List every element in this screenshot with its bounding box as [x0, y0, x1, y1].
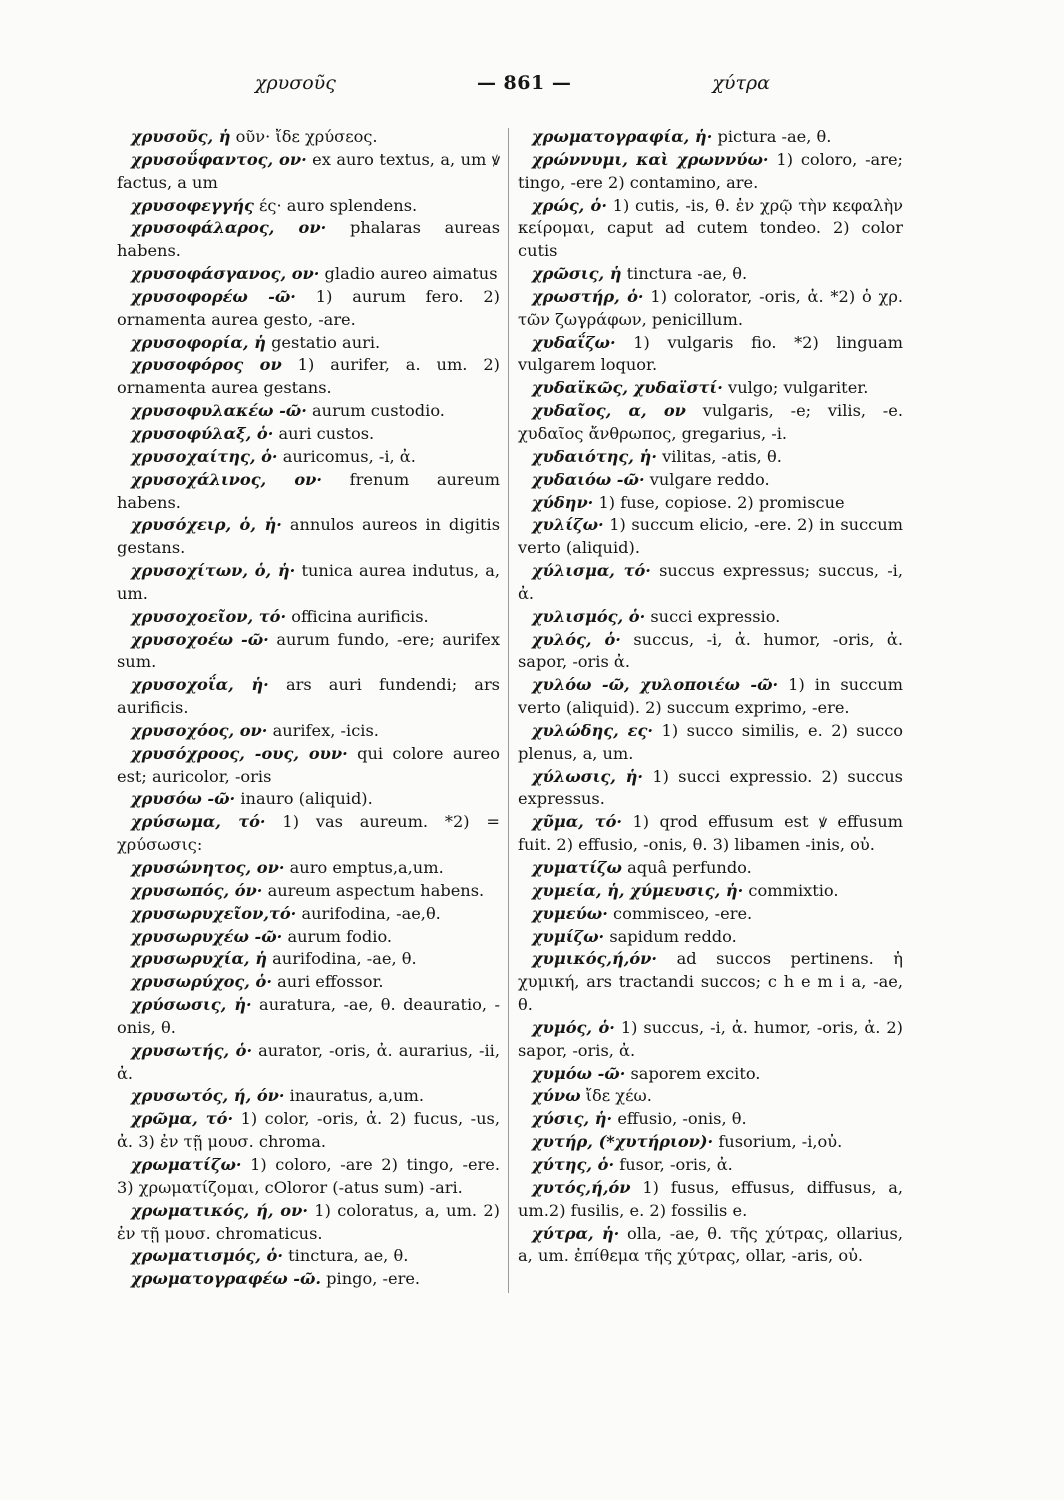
entry-definition: 1) in succum verto (aliquid). 2) succum exprimo, -ere.	[518, 675, 903, 718]
entry-lemma: χυμόω -ῶ·	[532, 1063, 626, 1083]
entry-definition: sapidum reddo.	[604, 926, 737, 946]
entry-definition: auri custos.	[273, 423, 375, 443]
entry-definition: pingo, -ere.	[321, 1269, 421, 1289]
dictionary-entry	[117, 217, 500, 263]
entry-lemma: χρυσοχαίτης, ὁ·	[131, 446, 278, 466]
entry-lemma: χρύσωσις, ἡ·	[131, 995, 252, 1015]
entry-lemma: χρωστήρ, ὁ·	[532, 286, 644, 306]
dictionary-entry	[117, 1245, 500, 1268]
dictionary-entry	[518, 377, 903, 400]
dictionary-entry	[117, 286, 500, 332]
entry-definition: tunica aurea indutus, a, um.	[117, 561, 500, 603]
entry-lemma: χρυσοφορία, ἡ	[131, 332, 266, 352]
dictionary-entry	[518, 126, 903, 149]
entry-definition: tinctura, ae, θ.	[283, 1246, 409, 1266]
entry-lemma: χρυσοῦς, ἡ	[131, 127, 231, 146]
entry-definition: ad succos pertinens. ἡ χυμική, ars tractandi succos; c h e m i a, -ae, θ.	[518, 949, 903, 1015]
entry-definition: ex auro textus, a, um ꝟ factus, a um	[117, 149, 500, 192]
entry-lemma: χρυσωρυχία, ἡ	[131, 949, 267, 969]
dictionary-entry	[117, 332, 500, 355]
dictionary-entry	[518, 857, 903, 880]
dictionary-entry	[117, 788, 500, 811]
entry-definition: auro emptus,a,um.	[284, 858, 444, 877]
dictionary-entry	[117, 263, 500, 286]
entry-definition: 1) colorator, -oris, ἀ. *2) ὁ χρ. τῶν ζωγράφων, penicillum.	[518, 286, 904, 329]
entry-definition: 1) vulgaris fio. *2) linguam vulgarem loquor.	[518, 332, 903, 375]
entry-lemma: χυτός,ή,όν	[532, 1177, 631, 1197]
entry-lemma: χρυσοΰφαντος, ον·	[131, 149, 307, 169]
entry-lemma: χυτήρ, (*χυτήριον)·	[532, 1132, 714, 1152]
dictionary-entry	[518, 1108, 903, 1131]
entry-definition: ars auri fundendi; ars aurificis.	[117, 675, 500, 718]
entry-definition: gladio aureo aimatus	[319, 264, 498, 284]
entry-lemma: χυλισμός, ὁ·	[532, 606, 646, 626]
dictionary-entry	[518, 1131, 903, 1154]
dictionary-entry	[518, 926, 903, 949]
entry-lemma: χρυσοφόρος ον	[131, 355, 282, 375]
entry-definition: 1) coloro, -are 2) tingo, -ere. 3) χρωματίζομαι, cOloror (-atus sum) -ari.	[117, 1154, 500, 1197]
dictionary-entry	[117, 743, 500, 789]
entry-definition: 1) qrod effusum est ꝟ effusum fuit. 2) effusio, -onis, θ. 3) libamen -inis, οὐ.	[518, 812, 904, 855]
entry-lemma: χύτρα, ἡ·	[532, 1223, 620, 1243]
dictionary-entry	[518, 149, 903, 195]
entry-definition: inauratus, a,um.	[284, 1086, 424, 1106]
entry-definition: vulgaris, -e; vilis, -e. χυδαῖος ἄνθρωπος, gregarius, -i.	[518, 401, 903, 443]
entry-lemma: χρυσοχοΐα, ἡ·	[131, 675, 269, 695]
entry-lemma: χύλισμα, τό·	[532, 561, 651, 581]
dictionary-entry	[117, 423, 500, 446]
entry-definition: auri effossor.	[272, 972, 384, 992]
entry-lemma: χύσις, ἡ·	[532, 1109, 613, 1129]
entry-lemma: χρώς, ὁ·	[532, 195, 607, 215]
entry-definition: fusor, -oris, ἀ.	[614, 1154, 733, 1174]
dictionary-entry	[518, 492, 903, 515]
dictionary-entry	[117, 948, 500, 971]
entry-lemma: χυμικός,ή,όν·	[532, 949, 658, 969]
dictionary-entry	[518, 629, 903, 675]
entry-definition: vulgo; vulgariter.	[722, 378, 869, 398]
entry-lemma: χρυσόχροος, -ους, ουν·	[131, 743, 348, 763]
entry-definition: ές· auro splendens.	[253, 195, 418, 215]
dictionary-entry	[117, 126, 500, 149]
entry-definition: fusorium, -i,οὐ.	[713, 1132, 843, 1152]
entry-lemma: χρυσόχειρ, ὁ, ἡ·	[131, 515, 282, 535]
dictionary-entry	[518, 332, 903, 378]
entry-lemma: χυλώδης, ες·	[532, 720, 654, 740]
right-column	[518, 126, 903, 1268]
entry-definition: aurum fundo, -ere; aurifex sum.	[117, 629, 500, 672]
entry-definition: vilitas, -atis, θ.	[656, 446, 782, 466]
dictionary-entry	[117, 720, 500, 743]
dictionary-entry	[518, 1154, 903, 1177]
left-column	[117, 126, 500, 1291]
dictionary-entry	[117, 514, 500, 560]
entry-definition: succi expressio.	[645, 606, 781, 626]
dictionary-entry	[117, 903, 500, 926]
entry-lemma: χρυσωτής, ὁ·	[131, 1040, 253, 1060]
dictionary-entry	[518, 263, 903, 286]
entry-lemma: χυδαιότης, ἡ·	[532, 446, 657, 466]
entry-lemma: χρώννυμι, καὶ χρωννύω·	[532, 149, 769, 169]
entry-lemma: χυλός, ὁ·	[532, 629, 621, 649]
entry-lemma: χύτης, ὁ·	[532, 1154, 615, 1174]
dictionary-entry	[518, 606, 903, 629]
dictionary-entry	[518, 400, 903, 446]
entry-lemma: χρυσοχόος, ον·	[131, 720, 268, 740]
entry-lemma: χρυσοφεγγής	[131, 195, 254, 215]
entry-definition: tinctura -ae, θ.	[621, 264, 748, 284]
dictionary-entry	[117, 1108, 500, 1154]
entry-lemma: χρωματισμός, ὁ·	[131, 1246, 283, 1266]
dictionary-entry	[518, 674, 903, 720]
dictionary-entry	[518, 195, 903, 264]
entry-definition: aurifodina, -ae,θ.	[296, 903, 441, 923]
entry-lemma: χυμεύω·	[532, 903, 608, 923]
dictionary-entry	[518, 560, 903, 606]
entry-definition: pictura -ae, θ.	[712, 127, 832, 146]
entry-definition: qui colore aureo est; auricolor, -oris	[117, 743, 501, 786]
entry-lemma: χύλωσις, ἡ·	[532, 766, 644, 786]
entry-lemma: χυδαϊκῶς, χυδαϊστί·	[532, 378, 723, 398]
entry-lemma: χυδαΐζω·	[532, 332, 616, 352]
dictionary-entry	[117, 629, 500, 675]
entry-lemma: χρῶμα, τό·	[131, 1109, 234, 1129]
entry-definition: succus, -i, ἀ. humor, -oris, ἀ. sapor, -oris ἀ.	[518, 629, 903, 672]
entry-lemma: χρυσοχάλινος, ον·	[131, 469, 322, 489]
entry-lemma: χυμός, ὁ·	[532, 1017, 615, 1037]
running-header	[255, 72, 770, 108]
dictionary-entry	[518, 903, 903, 926]
dictionary-entry	[518, 720, 903, 766]
entry-lemma: χρωματογραφία, ἡ·	[532, 127, 713, 146]
entry-definition: effusio, -onis, θ.	[612, 1109, 747, 1129]
dictionary-entry	[518, 948, 903, 1017]
entry-lemma: χυματίζω	[532, 858, 622, 877]
entry-definition: 1) aurum fero. 2) ornamenta aurea gesto, -are.	[117, 286, 500, 329]
entry-lemma: χρυσοφύλαξ, ὁ·	[131, 423, 274, 443]
entry-definition: gestatio auri.	[265, 332, 381, 352]
entry-lemma: χρυσώνητος, ον·	[131, 858, 285, 877]
dictionary-entry	[518, 286, 903, 332]
dictionary-entry	[518, 514, 903, 560]
dictionary-entry	[117, 469, 500, 515]
entry-definition: 1) succo similis, e. 2) succo plenus, a, um.	[518, 720, 903, 763]
entry-definition: annulos aureos in digitis gestans.	[117, 515, 500, 558]
dictionary-entry	[518, 766, 903, 812]
right-headword: χύτρα	[712, 72, 770, 94]
dictionary-entry	[518, 811, 903, 857]
column-divider	[508, 128, 509, 1293]
entry-definition: aurum custodio.	[306, 401, 445, 421]
dictionary-entry	[518, 1223, 903, 1269]
entry-definition: 1) coloro, -are; tingo, -ere 2) contamino, are.	[518, 149, 903, 192]
entry-definition: phalaras aureas habens.	[117, 218, 501, 261]
dictionary-entry	[518, 1017, 903, 1063]
dictionary-entry	[518, 469, 903, 492]
entry-lemma: χρωματικός, ή, ον·	[131, 1200, 308, 1220]
entry-definition: auratura, -ae, θ. deauratio, -onis, θ.	[117, 995, 500, 1037]
entry-lemma: χρυσωπός, όν·	[131, 880, 263, 900]
entry-definition: 1) coloratus, a, um. 2) ἐν τῇ μουσ. chromaticus.	[117, 1200, 500, 1243]
dictionary-entry	[117, 994, 500, 1040]
dictionary-entry	[518, 1085, 903, 1108]
entry-definition: 1) color, -oris, ἀ. 2) fucus, -us, ἀ. 3) ἐν τῇ μουσ. chroma.	[117, 1109, 500, 1152]
left-headword: χρυσοῦς	[255, 72, 336, 94]
entry-lemma: χρυσοφάσγανος, ον·	[131, 264, 320, 284]
entry-definition: inauro (aliquid).	[235, 789, 373, 809]
entry-definition: 1) fusus, effusus, diffusus, a, um.2) fusilis, e. 2) fossilis e.	[518, 1177, 903, 1220]
entry-lemma: χυδαῖος, α, ον	[532, 401, 686, 421]
entry-definition: officina aurificis.	[286, 606, 429, 626]
entry-lemma: χρυσωρυχεῖον,τό·	[131, 903, 297, 923]
dictionary-entry	[117, 1200, 500, 1246]
entry-lemma: χυμίζω·	[532, 926, 605, 946]
entry-definition: 1) fuse, copiose. 2) promiscue	[593, 492, 845, 512]
entry-definition: aurum fodio.	[282, 926, 393, 946]
dictionary-entry	[117, 1085, 500, 1108]
entry-definition: commisceo, -ere.	[607, 903, 753, 923]
entry-definition: 1) aurifer, a. um. 2) ornamenta aurea gestans.	[117, 355, 501, 398]
entry-lemma: χρυσωτός, ή, όν·	[131, 1086, 285, 1106]
dictionary-entry	[117, 811, 500, 857]
dictionary-entry	[117, 354, 500, 400]
entry-definition: 1) vas aureum. *2) = χρύσωσις:	[117, 812, 500, 855]
dictionary-entry	[117, 195, 500, 218]
entry-lemma: χρυσωρύχος, ὁ·	[131, 972, 272, 992]
entry-lemma: χῦμα, τό·	[532, 812, 623, 832]
entry-definition: auricomus, -i, ἀ.	[277, 446, 416, 466]
entry-definition: 1) succi expressio. 2) succus expressus.	[518, 766, 903, 809]
entry-definition: 1) cutis, -is, θ. ἐν χρῷ τὴν κεφαλὴν κείρομαι, caput ad cutem tondeo. 2) color cutis	[518, 195, 903, 261]
dictionary-entry	[518, 1063, 903, 1086]
dictionary-entry	[117, 674, 500, 720]
entry-definition: aurifex, -icis.	[267, 720, 379, 740]
dictionary-entry	[117, 560, 500, 606]
page-number: — 861 —	[476, 72, 572, 94]
dictionary-entry	[117, 149, 500, 195]
dictionary-entry	[117, 880, 500, 903]
entry-definition: aquâ perfundo.	[621, 858, 752, 877]
entry-lemma: χρυσόω -ῶ·	[131, 789, 236, 809]
entry-definition: aurifodina, -ae, θ.	[266, 949, 417, 969]
entry-definition: commixtio.	[743, 880, 839, 900]
entry-lemma: χυμεία, ἡ, χύμευσις, ἡ·	[532, 880, 744, 900]
dictionary-entry	[117, 1268, 500, 1291]
entry-definition: 1) succum elicio, -ere. 2) in succum verto (aliquid).	[518, 515, 903, 558]
dictionary-entry	[117, 971, 500, 994]
entry-lemma: χύνω	[532, 1086, 581, 1106]
entry-lemma: χυλόω -ῶ, χυλοποιέω -ῶ·	[532, 675, 779, 695]
dictionary-entry	[117, 926, 500, 949]
entry-definition: succus expressus; succus, -i, ἀ.	[518, 561, 903, 603]
dictionary-entry	[117, 400, 500, 423]
entry-lemma: χύδην·	[532, 492, 594, 512]
dictionary-entry	[117, 446, 500, 469]
entry-lemma: χρυσοφάλαρος, ον·	[131, 218, 327, 238]
dictionary-entry	[518, 880, 903, 903]
entry-lemma: χυδαιόω -ῶ·	[532, 469, 645, 489]
entry-definition: ἴδε χέω.	[580, 1086, 652, 1106]
entry-lemma: χρυσοχίτων, ὁ, ἡ·	[131, 561, 296, 581]
dictionary-entry	[117, 1154, 500, 1200]
entry-lemma: χρυσωρυχέω -ῶ·	[131, 926, 283, 946]
dictionary-entry	[117, 857, 500, 880]
entry-definition: οῦν· ἴδε χρύσεος.	[230, 127, 378, 146]
entry-definition: saporem excito.	[625, 1063, 761, 1083]
entry-lemma: χρυσοχοεῖον, τό·	[131, 606, 287, 626]
dictionary-entry	[518, 1177, 903, 1223]
entry-definition: vulgare reddo.	[644, 469, 770, 489]
entry-definition: aurator, -oris, ἀ. aurarius, -ii, ἀ.	[117, 1040, 500, 1083]
dictionary-entry	[117, 1040, 500, 1086]
entry-lemma: χρῶσις, ἡ	[532, 264, 622, 284]
dictionary-entry	[117, 606, 500, 629]
entry-definition: olla, -ae, θ. τῆς χύτρας, ollarius, a, um. ἐπίθεμα τῆς χύτρας, ollar, -aris, οὐ.	[518, 1223, 903, 1266]
entry-definition: aureum aspectum habens.	[262, 880, 485, 900]
entry-definition: frenum aureum habens.	[117, 469, 500, 512]
entry-lemma: χρύσωμα, τό·	[131, 812, 266, 832]
dictionary-entry	[518, 446, 903, 469]
entry-lemma: χρυσοφυλακέω -ῶ·	[131, 401, 307, 421]
entry-lemma: χρωματίζω·	[131, 1154, 242, 1174]
entry-lemma: χρυσοχοέω -ῶ·	[131, 629, 269, 649]
entry-lemma: χρυσοφορέω -ῶ·	[131, 286, 296, 306]
entry-lemma: χρωματογραφέω -ῶ.	[131, 1269, 322, 1289]
entry-definition: 1) succus, -i, ἀ. humor, -oris, ἀ. 2) sapor, -oris, ἀ.	[518, 1017, 903, 1060]
entry-lemma: χυλίζω·	[532, 515, 604, 535]
